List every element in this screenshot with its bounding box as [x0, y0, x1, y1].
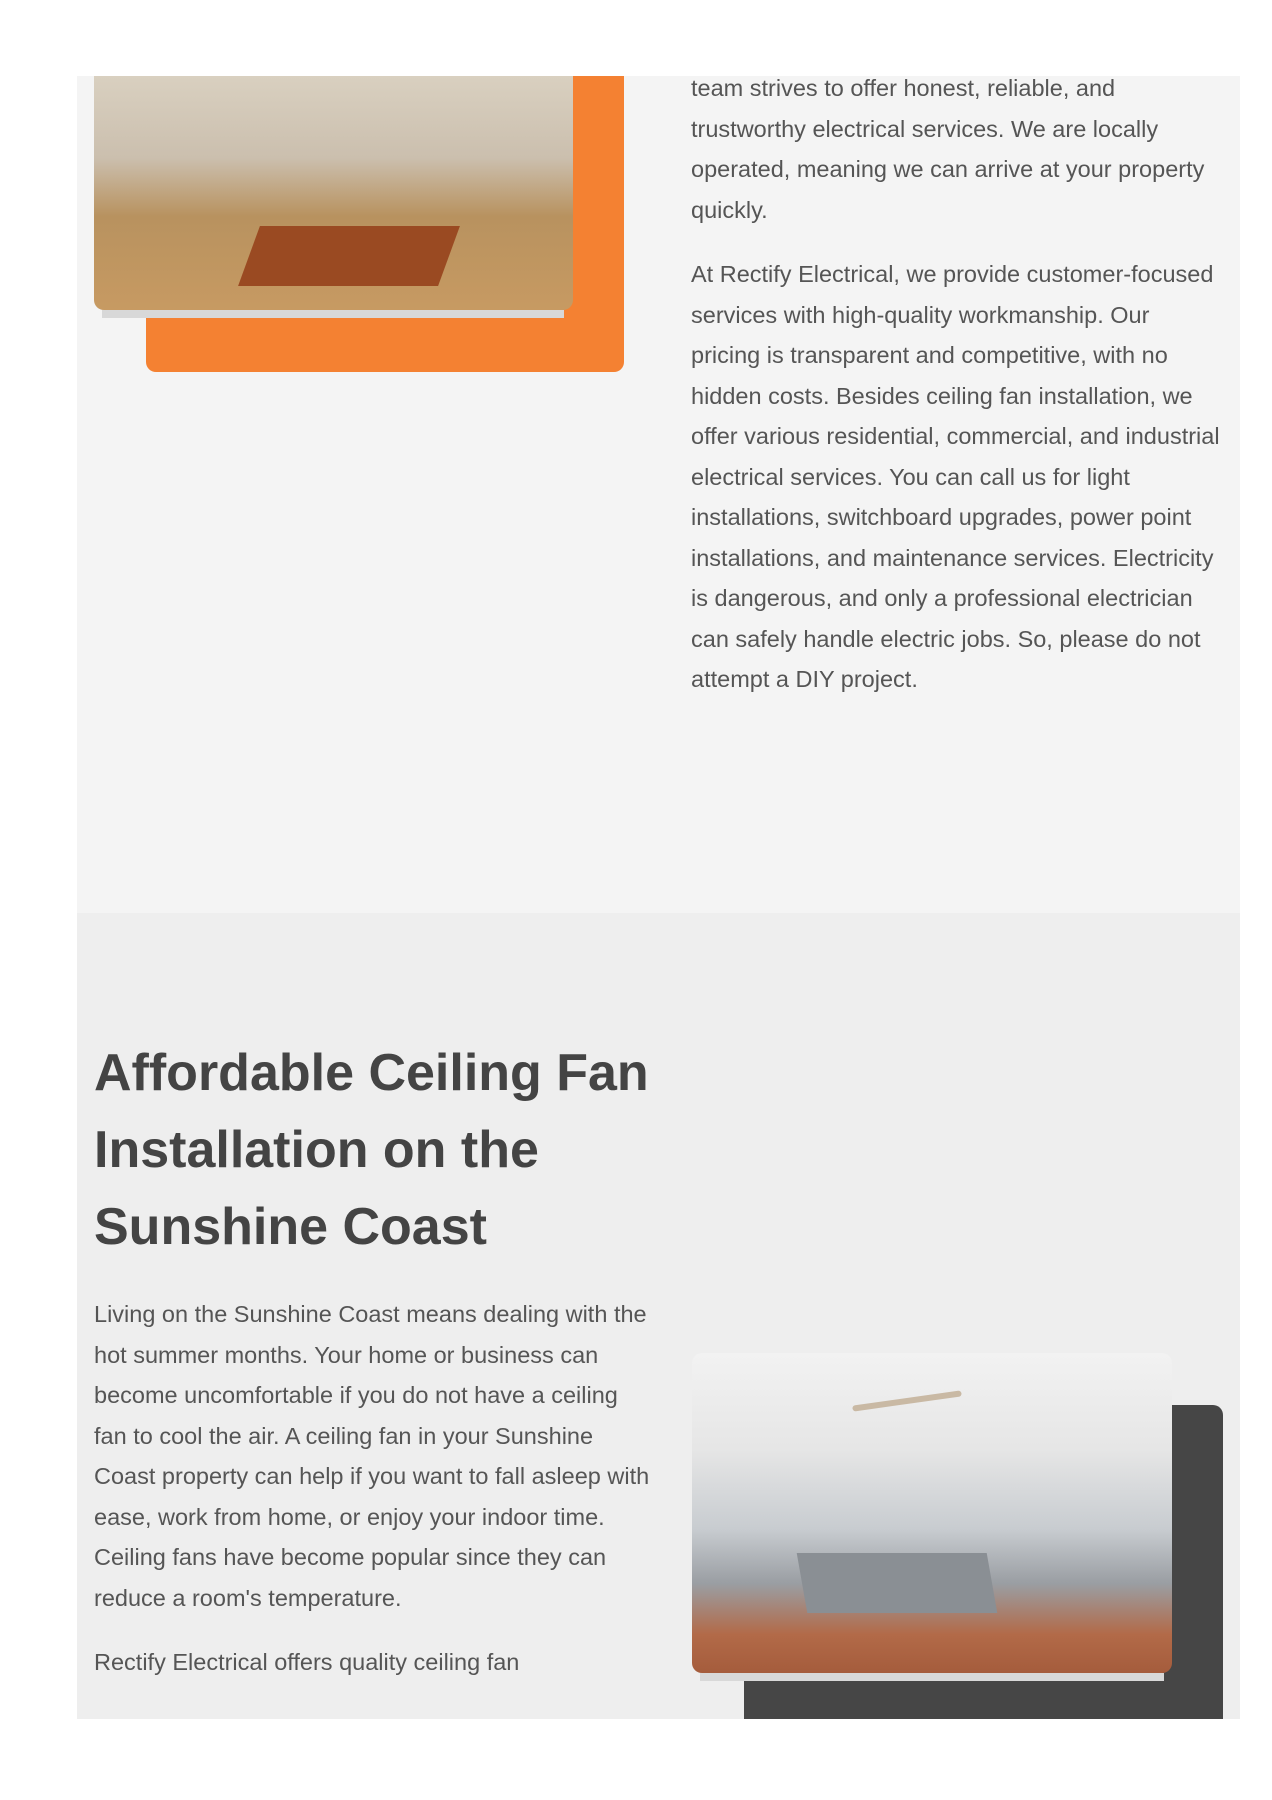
dining-table — [238, 226, 460, 286]
image-shadow — [102, 310, 564, 318]
dining-kitchen-photo — [94, 76, 573, 310]
section-paragraph: Rectify Electrical offers quality ceiling fan — [94, 1649, 520, 1675]
about-text — [691, 68, 1221, 724]
about-paragraph: At Rectify Electrical, we provide customer-focused services with high-quality workmanship. Our pricing is transparent and competitive, with no hidden costs. Besides ceiling fan installation, we offer various residential, commercial, and industrial electrical services. You can call us for light installations, switchboard upgrades, power point installations, and maintenance services. Electricity is dangerous, and only a professional electrician can safely handle electric jobs. So, please do not attempt a DIY project. — [691, 261, 1220, 692]
section-text — [94, 1294, 654, 1707]
section-paragraph: Living on the Sunshine Coast means dealing with the hot summer months. Your home or business can become uncomfortable if you do not have a ceiling fan to cool the air. A ceiling fan in your Sunshine Coast property can help if you want to fall asleep with ease, work from home, or enjoy your indoor time. Ceiling fans have become popular since they can reduce a room's temperature. — [94, 1301, 650, 1611]
ceiling-fan-section — [77, 913, 1240, 1719]
about-paragraph: team strives to offer honest, reliable, and trustworthy electrical services. We are locally operated, meaning we can arrive at your property quickly. — [691, 75, 1205, 223]
patio-ceiling-fan-photo — [692, 1353, 1172, 1673]
ceiling-fan — [852, 1390, 962, 1411]
section-text-column — [94, 1035, 654, 1707]
patio-table — [797, 1553, 998, 1613]
about-section — [77, 76, 1240, 913]
image-shadow — [700, 1673, 1164, 1681]
section-heading: Affordable Ceiling Fan Installation on the Sunshine Coast — [94, 1044, 649, 1256]
